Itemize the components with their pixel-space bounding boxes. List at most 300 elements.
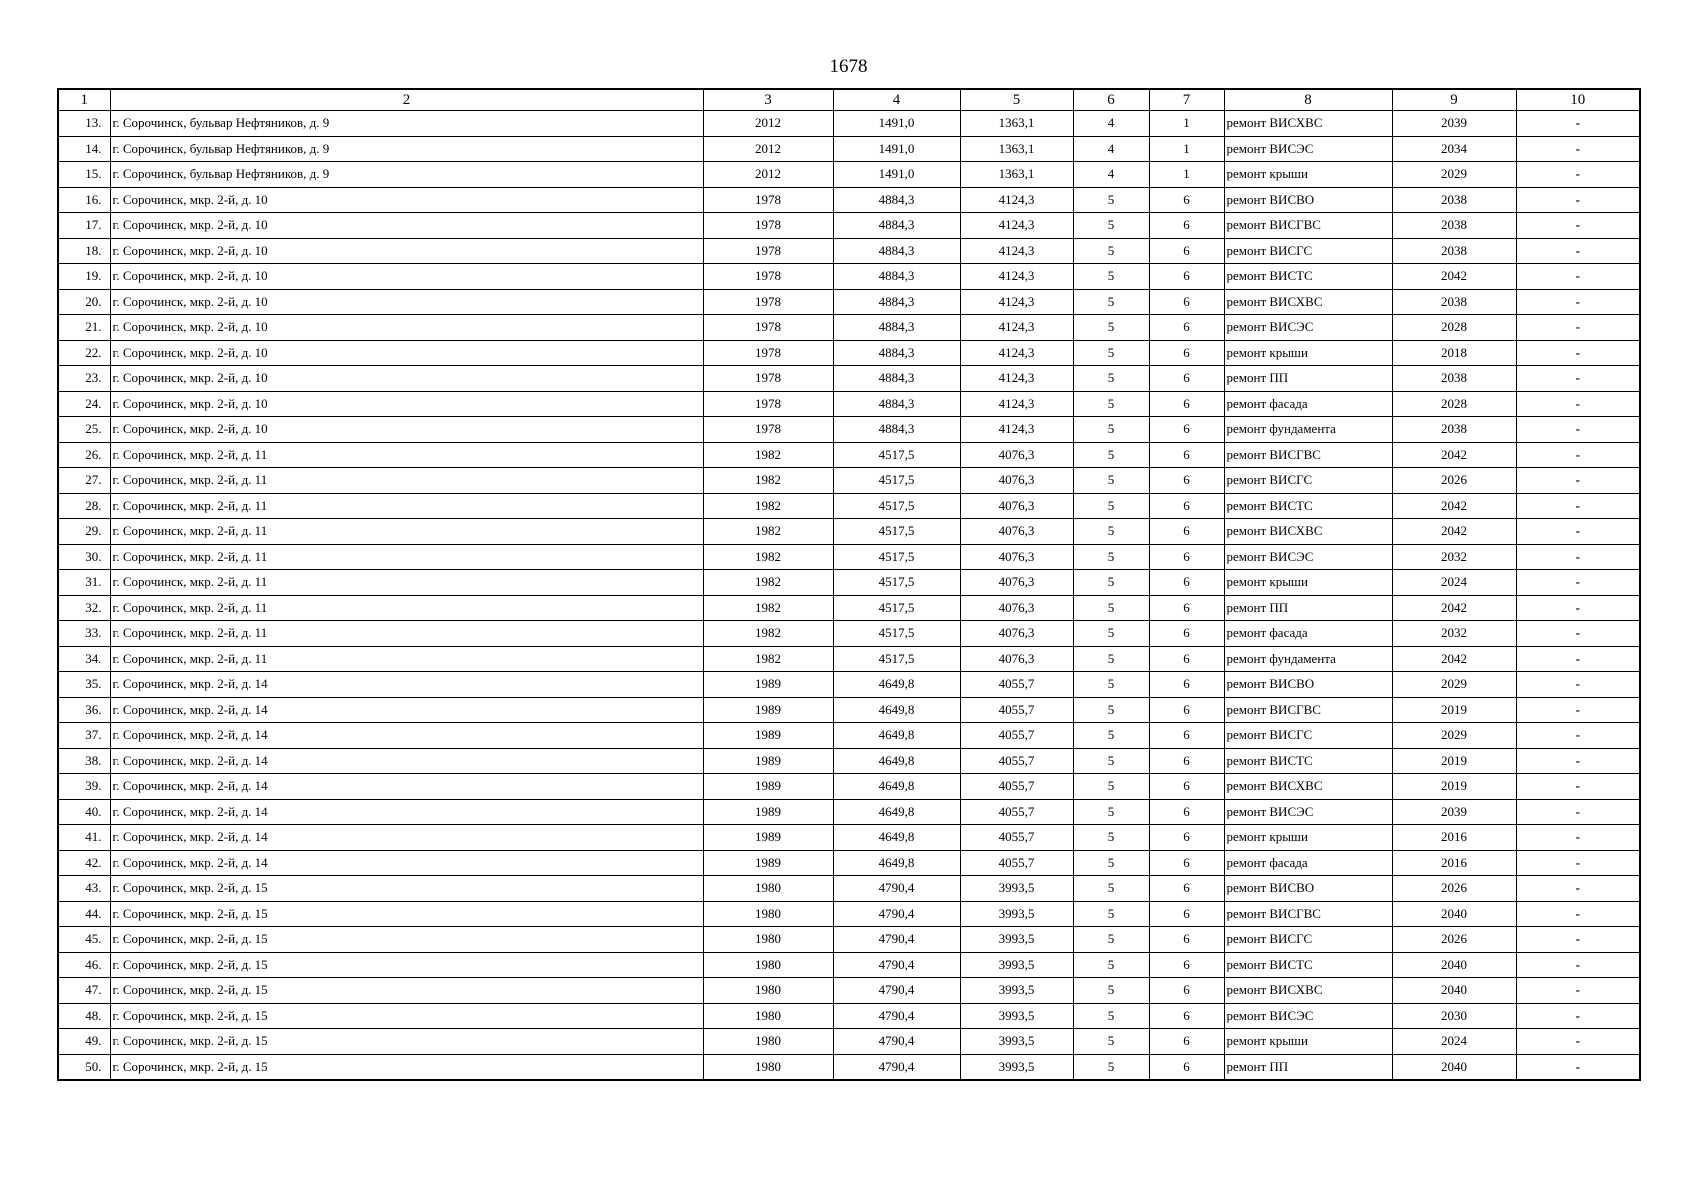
living-area-cell: 1363,1 [960, 162, 1073, 188]
table-row [58, 672, 1640, 698]
living-area-cell: 4076,3 [960, 442, 1073, 468]
planned-year-cell: 2029 [1392, 672, 1516, 698]
living-area-cell: 1363,1 [960, 111, 1073, 137]
floors-cell: 5 [1073, 927, 1149, 953]
work-type-cell: ремонт фундамента [1224, 417, 1392, 443]
table-row [58, 187, 1640, 213]
address-cell: г. Сорочинск, мкр. 2-й, д. 11 [110, 442, 703, 468]
floors-cell: 5 [1073, 774, 1149, 800]
planned-year-cell: 2039 [1392, 111, 1516, 137]
work-type-cell: ремонт крыши [1224, 340, 1392, 366]
floors-cell: 5 [1073, 391, 1149, 417]
address-cell: г. Сорочинск, мкр. 2-й, д. 11 [110, 468, 703, 494]
living-area-cell: 4124,3 [960, 213, 1073, 239]
note-cell: - [1516, 1054, 1640, 1080]
table-row [58, 544, 1640, 570]
entrances-cell: 6 [1149, 519, 1224, 545]
year-built-cell: 2012 [703, 111, 833, 137]
address-cell: г. Сорочинск, мкр. 2-й, д. 10 [110, 264, 703, 290]
address-cell: г. Сорочинск, бульвар Нефтяников, д. 9 [110, 111, 703, 137]
planned-year-cell: 2038 [1392, 289, 1516, 315]
living-area-cell: 4124,3 [960, 289, 1073, 315]
year-built-cell: 1980 [703, 927, 833, 953]
floors-cell: 5 [1073, 315, 1149, 341]
floors-cell: 5 [1073, 978, 1149, 1004]
year-built-cell: 1980 [703, 1054, 833, 1080]
row-number-cell: 33. [58, 621, 110, 647]
row-number-cell: 38. [58, 748, 110, 774]
year-built-cell: 1982 [703, 519, 833, 545]
column-header-10: 10 [1516, 89, 1640, 111]
year-built-cell: 1982 [703, 621, 833, 647]
table-row [58, 213, 1640, 239]
row-number-cell: 22. [58, 340, 110, 366]
table-row [58, 978, 1640, 1004]
entrances-cell: 6 [1149, 621, 1224, 647]
note-cell: - [1516, 723, 1640, 749]
floors-cell: 5 [1073, 952, 1149, 978]
floors-cell: 5 [1073, 621, 1149, 647]
table-row [58, 315, 1640, 341]
work-type-cell: ремонт ВИСЭС [1224, 544, 1392, 570]
note-cell: - [1516, 264, 1640, 290]
entrances-cell: 6 [1149, 391, 1224, 417]
address-cell: г. Сорочинск, мкр. 2-й, д. 14 [110, 697, 703, 723]
total-area-cell: 4790,4 [833, 927, 960, 953]
planned-year-cell: 2019 [1392, 774, 1516, 800]
planned-year-cell: 2038 [1392, 238, 1516, 264]
entrances-cell: 6 [1149, 187, 1224, 213]
address-cell: г. Сорочинск, мкр. 2-й, д. 10 [110, 391, 703, 417]
note-cell: - [1516, 774, 1640, 800]
entrances-cell: 6 [1149, 264, 1224, 290]
row-number-cell: 28. [58, 493, 110, 519]
note-cell: - [1516, 646, 1640, 672]
work-type-cell: ремонт ВИСГВС [1224, 213, 1392, 239]
address-cell: г. Сорочинск, мкр. 2-й, д. 11 [110, 595, 703, 621]
total-area-cell: 4884,3 [833, 264, 960, 290]
address-cell: г. Сорочинск, мкр. 2-й, д. 14 [110, 672, 703, 698]
column-header-1: 1 [58, 89, 110, 111]
work-type-cell: ремонт фасада [1224, 621, 1392, 647]
floors-cell: 5 [1073, 570, 1149, 596]
row-number-cell: 24. [58, 391, 110, 417]
address-cell: г. Сорочинск, мкр. 2-й, д. 10 [110, 213, 703, 239]
row-number-cell: 49. [58, 1029, 110, 1055]
entrances-cell: 6 [1149, 799, 1224, 825]
note-cell: - [1516, 442, 1640, 468]
year-built-cell: 1982 [703, 595, 833, 621]
note-cell: - [1516, 901, 1640, 927]
address-cell: г. Сорочинск, мкр. 2-й, д. 14 [110, 748, 703, 774]
work-type-cell: ремонт крыши [1224, 570, 1392, 596]
entrances-cell: 6 [1149, 315, 1224, 341]
planned-year-cell: 2030 [1392, 1003, 1516, 1029]
work-type-cell: ремонт ПП [1224, 595, 1392, 621]
planned-year-cell: 2040 [1392, 1054, 1516, 1080]
table-row [58, 417, 1640, 443]
row-number-cell: 44. [58, 901, 110, 927]
year-built-cell: 1982 [703, 442, 833, 468]
total-area-cell: 4884,3 [833, 340, 960, 366]
address-cell: г. Сорочинск, мкр. 2-й, д. 11 [110, 570, 703, 596]
floors-cell: 5 [1073, 213, 1149, 239]
floors-cell: 5 [1073, 417, 1149, 443]
table-row [58, 519, 1640, 545]
planned-year-cell: 2038 [1392, 187, 1516, 213]
planned-year-cell: 2018 [1392, 340, 1516, 366]
year-built-cell: 1978 [703, 340, 833, 366]
table-row [58, 952, 1640, 978]
entrances-cell: 6 [1149, 952, 1224, 978]
note-cell: - [1516, 1029, 1640, 1055]
work-type-cell: ремонт ВИСВО [1224, 876, 1392, 902]
work-type-cell: ремонт ВИСЭС [1224, 315, 1392, 341]
living-area-cell: 3993,5 [960, 901, 1073, 927]
column-header-9: 9 [1392, 89, 1516, 111]
note-cell: - [1516, 162, 1640, 188]
floors-cell: 5 [1073, 901, 1149, 927]
living-area-cell: 4055,7 [960, 825, 1073, 851]
address-cell: г. Сорочинск, мкр. 2-й, д. 14 [110, 799, 703, 825]
year-built-cell: 2012 [703, 136, 833, 162]
work-type-cell: ремонт ВИСГВС [1224, 697, 1392, 723]
table-row [58, 136, 1640, 162]
note-cell: - [1516, 978, 1640, 1004]
year-built-cell: 1978 [703, 238, 833, 264]
work-type-cell: ремонт ВИСТС [1224, 952, 1392, 978]
row-number-cell: 50. [58, 1054, 110, 1080]
year-built-cell: 1982 [703, 493, 833, 519]
work-type-cell: ремонт ВИСХВС [1224, 111, 1392, 137]
row-number-cell: 27. [58, 468, 110, 494]
work-type-cell: ремонт ВИСХВС [1224, 519, 1392, 545]
work-type-cell: ремонт ВИСГС [1224, 723, 1392, 749]
table-header-row [58, 89, 1640, 111]
floors-cell: 5 [1073, 825, 1149, 851]
table-row [58, 825, 1640, 851]
planned-year-cell: 2026 [1392, 468, 1516, 494]
year-built-cell: 2012 [703, 162, 833, 188]
total-area-cell: 1491,0 [833, 162, 960, 188]
living-area-cell: 4076,3 [960, 570, 1073, 596]
total-area-cell: 4884,3 [833, 315, 960, 341]
row-number-cell: 30. [58, 544, 110, 570]
table-row [58, 697, 1640, 723]
table-row [58, 748, 1640, 774]
floors-cell: 5 [1073, 264, 1149, 290]
row-number-cell: 43. [58, 876, 110, 902]
living-area-cell: 4076,3 [960, 493, 1073, 519]
row-number-cell: 46. [58, 952, 110, 978]
work-type-cell: ремонт фасада [1224, 391, 1392, 417]
note-cell: - [1516, 519, 1640, 545]
year-built-cell: 1989 [703, 850, 833, 876]
table-row [58, 468, 1640, 494]
floors-cell: 5 [1073, 519, 1149, 545]
entrances-cell: 6 [1149, 927, 1224, 953]
living-area-cell: 4124,3 [960, 238, 1073, 264]
planned-year-cell: 2032 [1392, 621, 1516, 647]
year-built-cell: 1982 [703, 544, 833, 570]
entrances-cell: 6 [1149, 748, 1224, 774]
work-type-cell: ремонт ПП [1224, 366, 1392, 392]
note-cell: - [1516, 952, 1640, 978]
total-area-cell: 4517,5 [833, 544, 960, 570]
address-cell: г. Сорочинск, мкр. 2-й, д. 15 [110, 901, 703, 927]
note-cell: - [1516, 825, 1640, 851]
note-cell: - [1516, 697, 1640, 723]
year-built-cell: 1978 [703, 187, 833, 213]
entrances-cell: 6 [1149, 340, 1224, 366]
repair-schedule-table [57, 88, 1641, 1081]
table-row [58, 646, 1640, 672]
table-row [58, 340, 1640, 366]
note-cell: - [1516, 1003, 1640, 1029]
total-area-cell: 4790,4 [833, 1054, 960, 1080]
work-type-cell: ремонт ВИСТС [1224, 264, 1392, 290]
note-cell: - [1516, 493, 1640, 519]
planned-year-cell: 2042 [1392, 442, 1516, 468]
year-built-cell: 1978 [703, 417, 833, 443]
living-area-cell: 4124,3 [960, 340, 1073, 366]
work-type-cell: ремонт ВИСХВС [1224, 774, 1392, 800]
row-number-cell: 32. [58, 595, 110, 621]
living-area-cell: 3993,5 [960, 1054, 1073, 1080]
total-area-cell: 4884,3 [833, 238, 960, 264]
year-built-cell: 1980 [703, 1029, 833, 1055]
row-number-cell: 36. [58, 697, 110, 723]
year-built-cell: 1989 [703, 723, 833, 749]
entrances-cell: 6 [1149, 366, 1224, 392]
column-header-7: 7 [1149, 89, 1224, 111]
entrances-cell: 1 [1149, 162, 1224, 188]
year-built-cell: 1978 [703, 366, 833, 392]
work-type-cell: ремонт ВИСТС [1224, 748, 1392, 774]
table-row [58, 391, 1640, 417]
floors-cell: 5 [1073, 876, 1149, 902]
row-number-cell: 13. [58, 111, 110, 137]
planned-year-cell: 2038 [1392, 213, 1516, 239]
floors-cell: 5 [1073, 340, 1149, 366]
living-area-cell: 4055,7 [960, 799, 1073, 825]
planned-year-cell: 2026 [1392, 876, 1516, 902]
address-cell: г. Сорочинск, мкр. 2-й, д. 14 [110, 723, 703, 749]
row-number-cell: 23. [58, 366, 110, 392]
year-built-cell: 1980 [703, 952, 833, 978]
address-cell: г. Сорочинск, мкр. 2-й, д. 11 [110, 621, 703, 647]
address-cell: г. Сорочинск, мкр. 2-й, д. 10 [110, 238, 703, 264]
planned-year-cell: 2042 [1392, 519, 1516, 545]
entrances-cell: 1 [1149, 111, 1224, 137]
note-cell: - [1516, 213, 1640, 239]
row-number-cell: 45. [58, 927, 110, 953]
row-number-cell: 47. [58, 978, 110, 1004]
row-number-cell: 14. [58, 136, 110, 162]
note-cell: - [1516, 595, 1640, 621]
table-row [58, 264, 1640, 290]
living-area-cell: 3993,5 [960, 1029, 1073, 1055]
planned-year-cell: 2019 [1392, 697, 1516, 723]
entrances-cell: 6 [1149, 672, 1224, 698]
total-area-cell: 4649,8 [833, 774, 960, 800]
year-built-cell: 1978 [703, 289, 833, 315]
entrances-cell: 1 [1149, 136, 1224, 162]
planned-year-cell: 2040 [1392, 952, 1516, 978]
floors-cell: 5 [1073, 493, 1149, 519]
planned-year-cell: 2034 [1392, 136, 1516, 162]
note-cell: - [1516, 136, 1640, 162]
total-area-cell: 4517,5 [833, 519, 960, 545]
year-built-cell: 1982 [703, 646, 833, 672]
year-built-cell: 1980 [703, 978, 833, 1004]
planned-year-cell: 2038 [1392, 366, 1516, 392]
living-area-cell: 4076,3 [960, 519, 1073, 545]
total-area-cell: 4649,8 [833, 697, 960, 723]
living-area-cell: 4076,3 [960, 621, 1073, 647]
total-area-cell: 4649,8 [833, 850, 960, 876]
entrances-cell: 6 [1149, 442, 1224, 468]
column-header-4: 4 [833, 89, 960, 111]
year-built-cell: 1980 [703, 876, 833, 902]
address-cell: г. Сорочинск, мкр. 2-й, д. 15 [110, 978, 703, 1004]
table-row [58, 850, 1640, 876]
address-cell: г. Сорочинск, мкр. 2-й, д. 14 [110, 850, 703, 876]
address-cell: г. Сорочинск, мкр. 2-й, д. 10 [110, 366, 703, 392]
floors-cell: 5 [1073, 468, 1149, 494]
year-built-cell: 1989 [703, 799, 833, 825]
work-type-cell: ремонт крыши [1224, 1029, 1392, 1055]
note-cell: - [1516, 468, 1640, 494]
table-row [58, 366, 1640, 392]
table-body [58, 111, 1640, 1081]
entrances-cell: 6 [1149, 723, 1224, 749]
total-area-cell: 4884,3 [833, 366, 960, 392]
entrances-cell: 6 [1149, 901, 1224, 927]
address-cell: г. Сорочинск, мкр. 2-й, д. 11 [110, 646, 703, 672]
work-type-cell: ремонт ВИСГВС [1224, 901, 1392, 927]
planned-year-cell: 2040 [1392, 901, 1516, 927]
entrances-cell: 6 [1149, 774, 1224, 800]
year-built-cell: 1982 [703, 570, 833, 596]
living-area-cell: 4124,3 [960, 264, 1073, 290]
planned-year-cell: 2016 [1392, 850, 1516, 876]
living-area-cell: 3993,5 [960, 1003, 1073, 1029]
work-type-cell: ремонт ВИСТС [1224, 493, 1392, 519]
year-built-cell: 1978 [703, 264, 833, 290]
living-area-cell: 4124,3 [960, 366, 1073, 392]
living-area-cell: 4076,3 [960, 544, 1073, 570]
table-row [58, 493, 1640, 519]
row-number-cell: 17. [58, 213, 110, 239]
total-area-cell: 1491,0 [833, 136, 960, 162]
living-area-cell: 4076,3 [960, 646, 1073, 672]
floors-cell: 5 [1073, 697, 1149, 723]
entrances-cell: 6 [1149, 417, 1224, 443]
planned-year-cell: 2024 [1392, 570, 1516, 596]
total-area-cell: 4884,3 [833, 187, 960, 213]
floors-cell: 4 [1073, 111, 1149, 137]
total-area-cell: 4517,5 [833, 442, 960, 468]
year-built-cell: 1980 [703, 1003, 833, 1029]
table-row [58, 876, 1640, 902]
planned-year-cell: 2028 [1392, 315, 1516, 341]
entrances-cell: 6 [1149, 850, 1224, 876]
year-built-cell: 1980 [703, 901, 833, 927]
floors-cell: 5 [1073, 1054, 1149, 1080]
note-cell: - [1516, 417, 1640, 443]
floors-cell: 5 [1073, 748, 1149, 774]
row-number-cell: 35. [58, 672, 110, 698]
row-number-cell: 37. [58, 723, 110, 749]
floors-cell: 5 [1073, 238, 1149, 264]
entrances-cell: 6 [1149, 876, 1224, 902]
planned-year-cell: 2028 [1392, 391, 1516, 417]
floors-cell: 4 [1073, 162, 1149, 188]
total-area-cell: 4790,4 [833, 1029, 960, 1055]
address-cell: г. Сорочинск, мкр. 2-й, д. 15 [110, 952, 703, 978]
year-built-cell: 1989 [703, 748, 833, 774]
address-cell: г. Сорочинск, мкр. 2-й, д. 14 [110, 774, 703, 800]
address-cell: г. Сорочинск, бульвар Нефтяников, д. 9 [110, 136, 703, 162]
row-number-cell: 26. [58, 442, 110, 468]
total-area-cell: 1491,0 [833, 111, 960, 137]
total-area-cell: 4649,8 [833, 799, 960, 825]
living-area-cell: 4124,3 [960, 315, 1073, 341]
total-area-cell: 4517,5 [833, 646, 960, 672]
work-type-cell: ремонт ВИСЭС [1224, 799, 1392, 825]
total-area-cell: 4517,5 [833, 621, 960, 647]
floors-cell: 5 [1073, 646, 1149, 672]
planned-year-cell: 2042 [1392, 646, 1516, 672]
work-type-cell: ремонт крыши [1224, 825, 1392, 851]
row-number-cell: 18. [58, 238, 110, 264]
total-area-cell: 4790,4 [833, 1003, 960, 1029]
planned-year-cell: 2029 [1392, 162, 1516, 188]
living-area-cell: 4055,7 [960, 723, 1073, 749]
floors-cell: 5 [1073, 1003, 1149, 1029]
entrances-cell: 6 [1149, 238, 1224, 264]
entrances-cell: 6 [1149, 570, 1224, 596]
table-row [58, 927, 1640, 953]
year-built-cell: 1989 [703, 774, 833, 800]
table-row [58, 774, 1640, 800]
total-area-cell: 4884,3 [833, 417, 960, 443]
address-cell: г. Сорочинск, мкр. 2-й, д. 10 [110, 289, 703, 315]
floors-cell: 5 [1073, 442, 1149, 468]
note-cell: - [1516, 366, 1640, 392]
note-cell: - [1516, 544, 1640, 570]
table-row [58, 799, 1640, 825]
work-type-cell: ремонт ВИСХВС [1224, 978, 1392, 1004]
year-built-cell: 1978 [703, 213, 833, 239]
table-row [58, 1029, 1640, 1055]
address-cell: г. Сорочинск, мкр. 2-й, д. 10 [110, 340, 703, 366]
address-cell: г. Сорочинск, мкр. 2-й, д. 11 [110, 544, 703, 570]
address-cell: г. Сорочинск, мкр. 2-й, д. 10 [110, 187, 703, 213]
note-cell: - [1516, 621, 1640, 647]
table-row [58, 289, 1640, 315]
note-cell: - [1516, 850, 1640, 876]
table-row [58, 162, 1640, 188]
living-area-cell: 3993,5 [960, 876, 1073, 902]
total-area-cell: 4649,8 [833, 748, 960, 774]
planned-year-cell: 2026 [1392, 927, 1516, 953]
floors-cell: 4 [1073, 136, 1149, 162]
column-header-2: 2 [110, 89, 703, 111]
address-cell: г. Сорочинск, мкр. 2-й, д. 10 [110, 417, 703, 443]
total-area-cell: 4790,4 [833, 978, 960, 1004]
